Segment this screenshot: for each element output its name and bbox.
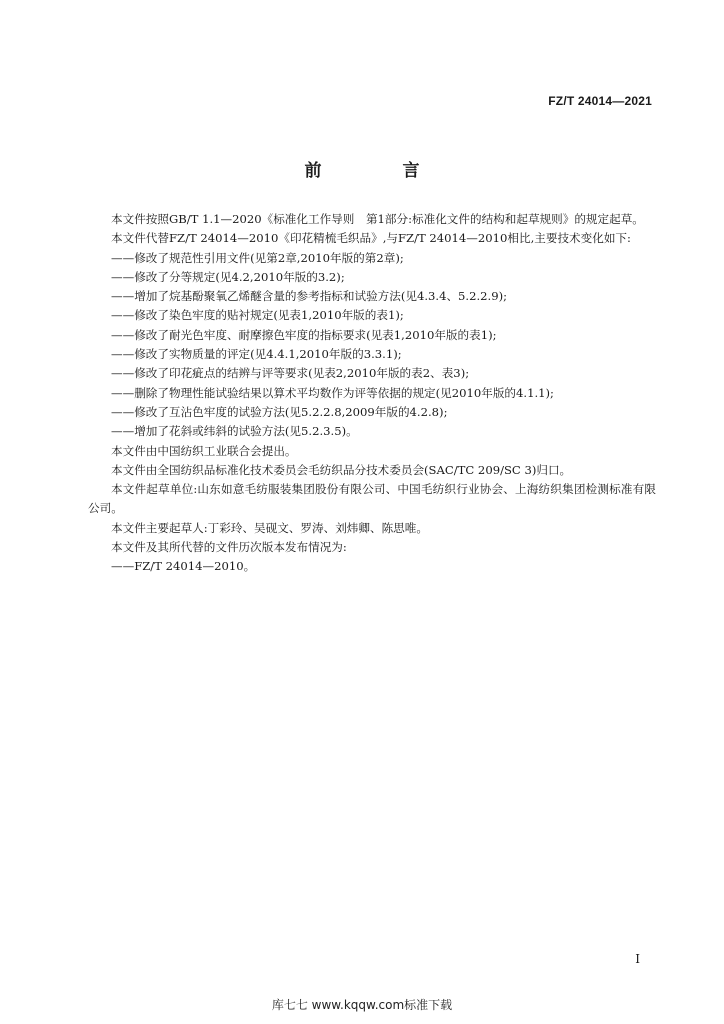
download-footer: 库七七 www.kqqw.com标准下载 xyxy=(271,998,453,1012)
list-item: ——增加了花斜或纬斜的试验方法(见5.2.3.5)。 xyxy=(111,424,358,439)
list-item: ——修改了互沾色牢度的试验方法(见5.2.2.8,2009年版的4.2.8); xyxy=(111,404,448,419)
paragraph-drafting-units: 本文件起草单位:山东如意毛纺服装集团股份有限公司、中国毛纺织行业协会、上海纺织集团检测标准有限公司。 xyxy=(88,482,656,516)
paragraph-replacement: 本文件代替FZ/T 24014—2010《印花精梳毛织品》,与FZ/T 24014—2010相比,主要技术变化如下: xyxy=(111,231,631,246)
paragraph-committee: 本文件由全国纺织品标准化技术委员会毛纺织品分技术委员会(SAC/TC 209/SC 3)归口。 xyxy=(111,462,572,477)
list-item: ——增加了烷基酚聚氧乙烯醚含量的参考指标和试验方法(见4.3.4、5.2.2.9); xyxy=(111,289,508,304)
list-item: ——修改了印花疵点的结辨与评等要求(见表2,2010年版的表2、表3); xyxy=(111,366,470,381)
paragraph-drafting-rules: 本文件按照GB/T 1.1—2020《标准化工作导则 第1部分:标准化文件的结构和起草规则》的规定起草。 xyxy=(111,212,644,226)
paragraph-history-intro: 本文件及其所代替的文件历次版本发布情况为: xyxy=(111,540,347,555)
page-title: 前 言 xyxy=(304,161,452,181)
standard-code: FZ/T 24014—2021 xyxy=(548,94,652,108)
page-number: I xyxy=(635,952,640,966)
history-item: ——FZ/T 24014—2010。 xyxy=(111,559,256,574)
paragraph-drafters: 本文件主要起草人:丁彩玲、吴砚文、罗涛、刘炜卿、陈思唯。 xyxy=(111,520,428,535)
list-item: ——修改了分等规定(见4.2,2010年版的3.2); xyxy=(111,269,345,284)
list-item: ——修改了规范性引用文件(见第2章,2010年版的第2章); xyxy=(111,250,404,265)
list-item: ——修改了染色牢度的贴衬规定(见表1,2010年版的表1); xyxy=(111,308,404,323)
foreword-body xyxy=(88,210,656,577)
paragraph-proposer: 本文件由中国纺织工业联合会提出。 xyxy=(111,443,297,458)
changes-list xyxy=(88,249,656,442)
list-item: ——修改了实物质量的评定(见4.4.1,2010年版的3.3.1); xyxy=(111,347,402,362)
list-item: ——修改了耐光色牢度、耐摩擦色牢度的指标要求(见表1,2010年版的表1); xyxy=(111,327,497,342)
list-item: ——删除了物理性能试验结果以算术平均数作为评等依据的规定(见2010年版的4.1.1); xyxy=(111,385,554,400)
